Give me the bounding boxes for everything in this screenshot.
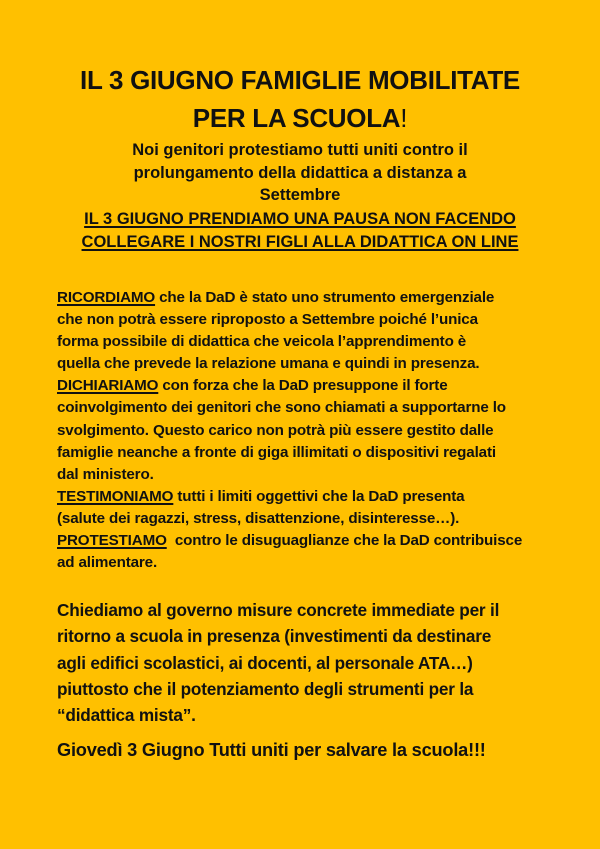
keyword-ricordiamo: RICORDIAMO xyxy=(57,289,156,306)
title-exclamation: ! xyxy=(400,103,408,133)
keyword-testimoniamo: TESTIMONIAMO xyxy=(57,487,174,505)
subtitle xyxy=(0,139,600,207)
call-to-action xyxy=(0,208,600,254)
keyword-dichiariamo: DICHIARIAMO xyxy=(57,377,159,395)
call-to-action-line: COLLEGARE I NOSTRI FIGLI ALLA DIDATTICA ON LINE xyxy=(81,233,519,251)
keyword-protestiamo: PROTESTIAMO xyxy=(57,532,167,550)
request-paragraph xyxy=(57,597,577,728)
statement-ricordiamo-first-line xyxy=(57,287,567,309)
request-line: “didattica mista”. xyxy=(57,705,196,726)
closing-slogan: Giovedì 3 Giugno Tutti uniti per salvare la scuola!!! xyxy=(57,740,486,760)
subtitle-line: Noi genitori protestiamo tutti uniti contro il xyxy=(132,141,468,159)
statement-line: forma possibile di didattica che veicola l’apprendimento è xyxy=(57,333,467,351)
subtitle-line: prolungamento della didattica a distanza a xyxy=(133,163,467,182)
title-line-1: IL 3 GIUGNO FAMIGLIE MOBILITATE xyxy=(80,65,520,95)
statement-text: con forza che la DaD presuppone il forte xyxy=(158,377,448,395)
request-line: agli edifici scolastici, ai docenti, al personale ATA…) xyxy=(57,652,473,673)
statement-text: tutti i limiti oggettivi che la DaD presenta xyxy=(173,487,465,505)
statement-line: (salute dei ragazzi, stress, disattenzione, disinteresse…). xyxy=(57,509,460,527)
statement-text: che la DaD è stato uno strumento emergenziale xyxy=(155,289,495,306)
statement-line: famiglie neanche a fronte di giga illimitati o dispositivi regalati xyxy=(57,443,496,461)
statements-block xyxy=(57,287,567,574)
request-line: ritorno a scuola in presenza (investimenti da destinare xyxy=(57,626,492,647)
statement-line: coinvolgimento dei genitori che sono chiamati a supportarne lo xyxy=(57,399,506,417)
request-line: piuttosto che il potenziamento degli strumenti per la xyxy=(57,678,474,699)
statement-line: svolgimento. Questo carico non potrà più essere gestito dalle xyxy=(57,421,494,439)
statement-protestiamo-first-line xyxy=(57,530,567,552)
statement-line: che non potrà essere riproposto a Settembre poiché l’unica xyxy=(57,311,478,329)
request-line: Chiediamo al governo misure concrete immediate per il xyxy=(57,600,500,620)
statement-text: contro le disuguaglianze che la DaD contribuisce xyxy=(166,532,523,550)
statement-line: ad alimentare. xyxy=(57,554,158,572)
title-line-2-text: PER LA SCUOLA xyxy=(192,103,401,133)
statement-line: quella che prevede la relazione umana e quindi in presenza. xyxy=(57,355,480,373)
title-line-2 xyxy=(0,100,600,136)
call-to-action-line: IL 3 GIUGNO PRENDIAMO UNA PAUSA NON FACENDO xyxy=(84,210,516,228)
statement-dichiariamo-first-line xyxy=(57,375,567,397)
subtitle-line: Settembre xyxy=(259,186,341,204)
statement-line: dal ministero. xyxy=(57,465,154,483)
statement-testimoniamo-first-line xyxy=(57,486,567,508)
